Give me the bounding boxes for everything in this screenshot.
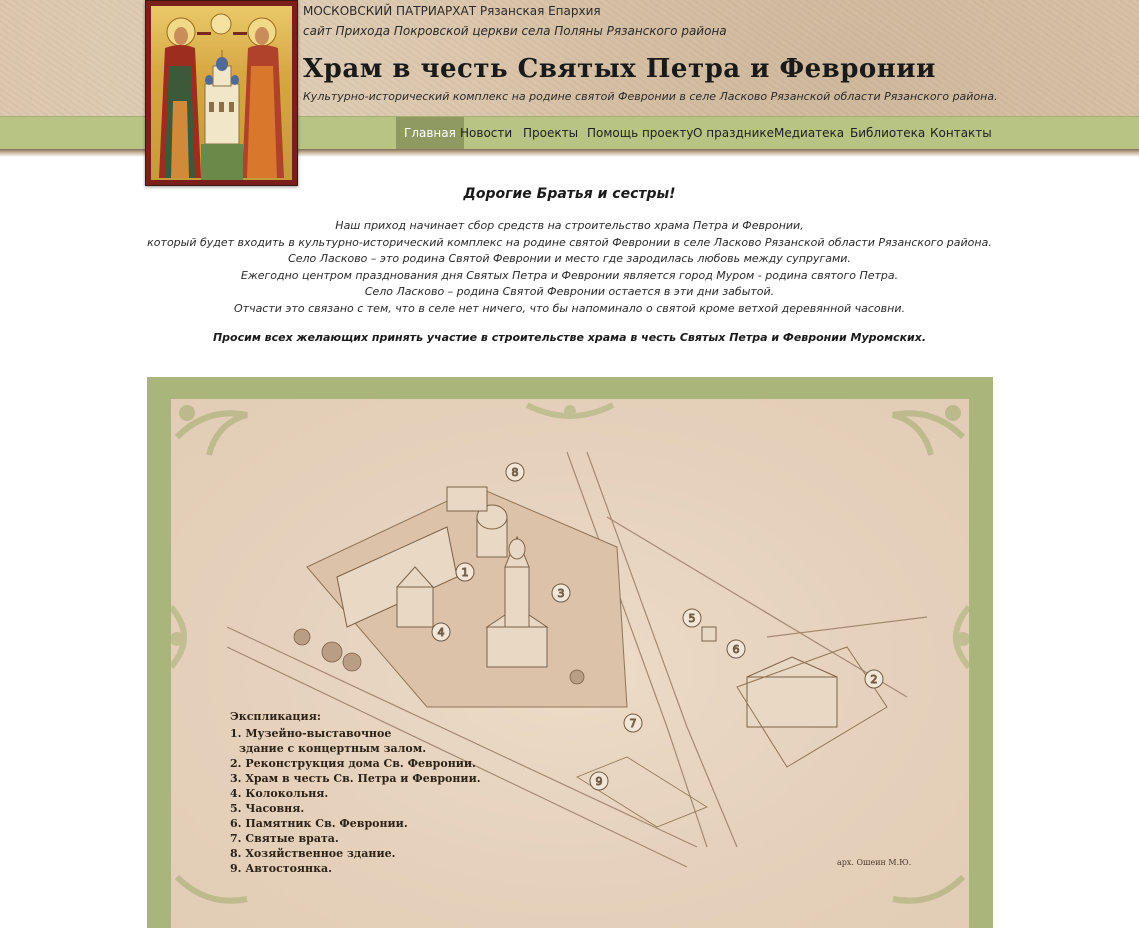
- map-marker-6: 6: [732, 643, 740, 656]
- patriarchate-label: МОСКОВСКИЙ ПАТРИАРХАТ Рязанская Епархия: [303, 4, 601, 18]
- intro-line-2: который будет входить в культурно-исторический комплекс на родине святой Февронии в селе Ласково Рязанской области Рязанского района.: [147, 236, 992, 249]
- map-marker-4: 4: [437, 626, 445, 639]
- nav-item-library[interactable]: Библиотека: [850, 126, 926, 140]
- plan-illustration: [147, 377, 993, 928]
- intro-line-4: Ежегодно центром празднования дня Святых Петра и Февронии является город Муром - родина святого Петра.: [240, 269, 899, 282]
- complex-plan-map: [147, 377, 993, 928]
- legend-title: Экспликация:: [230, 710, 321, 723]
- intro-line-5: Село Ласково – родина Святой Февронии остается в эти дни забытой.: [364, 285, 775, 298]
- legend-item-6: 6. Памятник Св. Февронии.: [230, 817, 408, 830]
- legend-item-8: 8. Хозяйственное здание.: [230, 847, 396, 860]
- intro-line-3: Село Ласково – это родина Святой Февронии и место где зародилась любовь между супругами.: [288, 252, 851, 265]
- site-subtitle: Культурно-исторический комплекс на родине святой Февронии в селе Ласково Рязанской области Рязанского района.: [303, 90, 998, 103]
- legend-item-4: 4. Колокольня.: [230, 787, 329, 800]
- legend-item-3: 3. Храм в честь Св. Петра и Февронии.: [230, 772, 481, 785]
- greeting-heading: Дорогие Братья и сестры!: [463, 186, 676, 202]
- parish-site-label: сайт Прихода Покровской церкви села Поляны Рязанского района: [303, 24, 727, 38]
- nav-item-projects[interactable]: Проекты: [523, 126, 579, 140]
- nav-item-news[interactable]: Новости: [460, 126, 513, 140]
- legend-item-5: 5. Часовня.: [230, 802, 305, 815]
- nav-item-home[interactable]: Главная: [396, 117, 464, 149]
- intro-line-6: Отчасти это связано с тем, что в селе нет ничего, что бы напоминало о святой кроме ветхой деревянной часовни.: [234, 302, 905, 315]
- saints-icon-image: [151, 6, 292, 180]
- map-marker-5: 5: [688, 612, 696, 625]
- appeal-text: Просим всех желающих принять участие в строительстве храма в честь Святых Петра и Февронии Муромских.: [212, 331, 927, 344]
- map-marker-8: 8: [511, 466, 519, 479]
- legend-item-2: 2. Реконструкция дома Св. Февронии.: [230, 757, 476, 770]
- legend-item-1: 1. Музейно-выставочное: [230, 727, 392, 740]
- saints-icon-logo[interactable]: [145, 0, 298, 186]
- legend-item-7: 7. Святые врата.: [230, 832, 339, 845]
- legend-item-1b: здание с концертным залом.: [239, 742, 427, 755]
- map-marker-9: 9: [595, 775, 603, 788]
- architect-signature: арх. Ошеин М.Ю.: [837, 858, 912, 867]
- map-marker-7: 7: [629, 717, 637, 730]
- intro-line-1: Наш приход начинает сбор средств на строительство храма Петра и Февронии,: [335, 219, 804, 232]
- map-marker-3: 3: [557, 587, 565, 600]
- nav-item-contacts[interactable]: Контакты: [930, 126, 992, 140]
- nav-item-help[interactable]: Помощь проекту: [587, 126, 694, 140]
- site-title[interactable]: Храм в честь Святых Петра и Февронии: [303, 54, 936, 84]
- nav-item-holiday[interactable]: О празднике: [693, 126, 775, 140]
- nav-item-media[interactable]: Медиатека: [774, 126, 845, 140]
- map-marker-1: 1: [461, 566, 469, 579]
- legend-item-9: 9. Автостоянка.: [230, 862, 332, 875]
- map-marker-2: 2: [870, 673, 878, 686]
